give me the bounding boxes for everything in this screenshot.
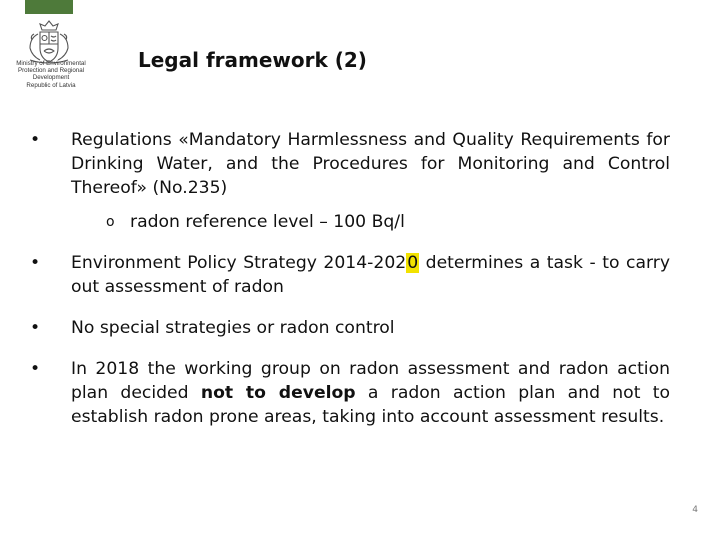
bullet-symbol: • bbox=[30, 318, 41, 338]
bullet-text bbox=[71, 357, 670, 429]
page-number: 4 bbox=[692, 505, 698, 515]
latvia-coat-of-arms-icon bbox=[22, 18, 76, 66]
bullet-symbol: • bbox=[30, 359, 41, 379]
highlighted-text: 0 bbox=[407, 253, 419, 273]
logo-caption-line: Ministry of Environmental bbox=[16, 60, 86, 67]
bullet-item bbox=[30, 128, 670, 200]
sub-bullet-text: radon reference level – 100 Bq/l bbox=[130, 212, 405, 232]
logo-caption-line: Protection and Regional bbox=[17, 67, 85, 75]
bullet-item bbox=[30, 251, 670, 299]
bullet-text bbox=[71, 251, 670, 299]
logo-caption bbox=[8, 60, 94, 89]
bullet-list bbox=[30, 128, 670, 429]
bullet-text-part: determines a task - to carry out assessment of radon bbox=[71, 253, 670, 297]
bullet-symbol: • bbox=[30, 253, 41, 273]
bullet-text: Regulations «Mandatory Harmlessness and Quality Requirements for Drinking Water, and the Procedures for Monitoring and Control Thereof» (No.235) bbox=[71, 130, 670, 198]
sub-bullet-item bbox=[30, 210, 670, 234]
logo-caption-line: Development bbox=[32, 74, 70, 82]
slide-title: Legal framework (2) bbox=[138, 48, 367, 72]
logo-caption-line: Republic of Latvia bbox=[26, 81, 76, 89]
bullet-symbol: • bbox=[30, 130, 41, 150]
bold-text: not to develop bbox=[200, 383, 356, 403]
sub-bullet-symbol: o bbox=[106, 214, 115, 230]
bullet-item bbox=[30, 316, 670, 340]
bullet-item bbox=[30, 357, 670, 429]
bullet-text-part: In 2018 the working group on radon assessment and radon action plan decided bbox=[71, 359, 670, 403]
logo-color-bar bbox=[25, 0, 73, 14]
bullet-text: No special strategies or radon control bbox=[71, 318, 395, 338]
bullet-text-part: Environment Policy Strategy 2014-202 bbox=[71, 253, 407, 273]
bullet-text-part: a radon action plan and not to establish radon prone areas, taking into account assessment results. bbox=[71, 383, 670, 427]
